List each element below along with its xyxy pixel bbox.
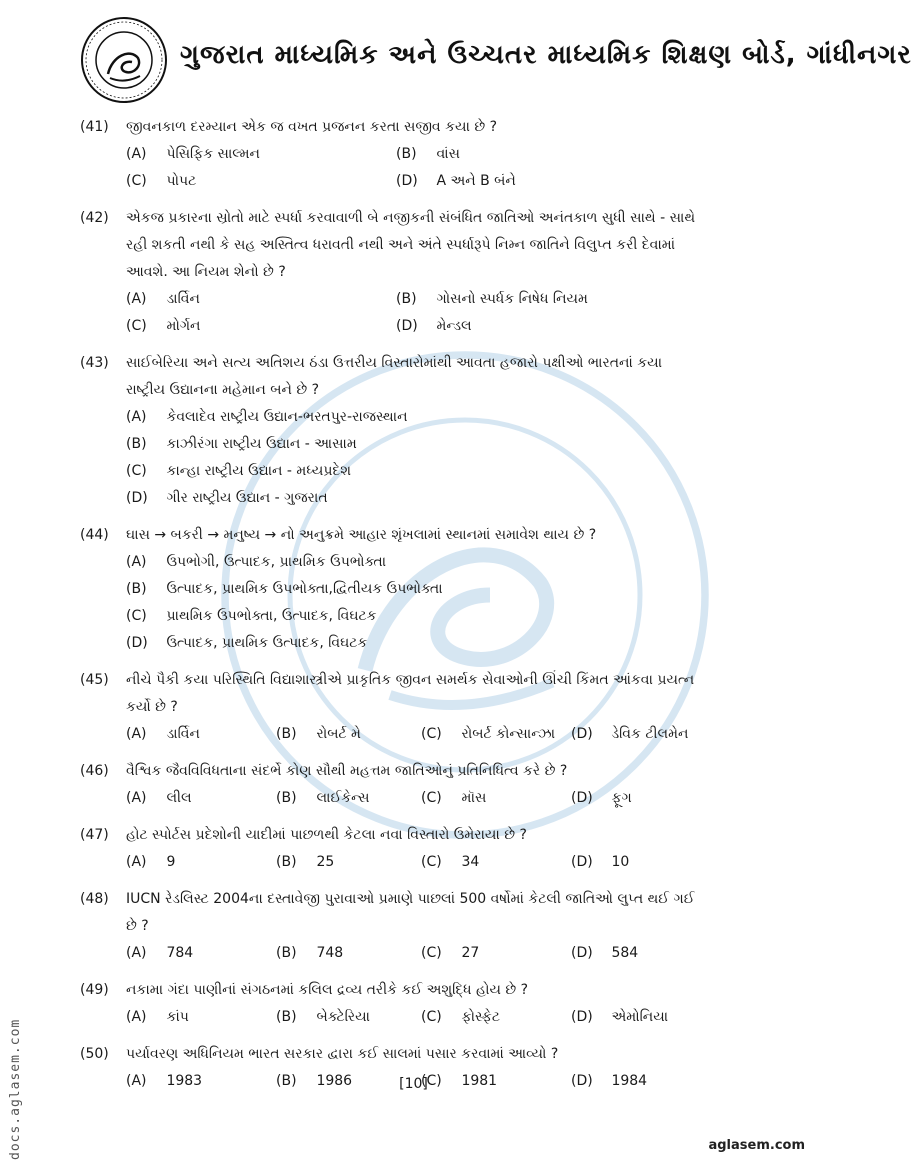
option-label: (A) xyxy=(126,1009,147,1025)
option-label: (B) xyxy=(276,945,297,961)
answer-option xyxy=(126,168,396,195)
answer-option xyxy=(276,940,421,967)
answer-option xyxy=(276,721,421,748)
answer-option xyxy=(126,485,700,512)
question-number: (43) xyxy=(80,355,109,371)
option-label: (A) xyxy=(126,726,147,742)
answer-option xyxy=(571,1004,741,1031)
option-group xyxy=(126,721,700,748)
option-text: મૉસ xyxy=(461,790,487,806)
question-item xyxy=(80,114,700,195)
option-label: (C) xyxy=(421,1009,442,1025)
option-label: (B) xyxy=(276,790,297,806)
option-text: ઉત્પાદક, પ્રાથમિક ઉત્પાદક, વિઘટક xyxy=(166,635,368,651)
answer-option xyxy=(421,721,571,748)
answer-option xyxy=(396,313,666,340)
option-text: ઉત્પાદક, પ્રાથમિક ઉપભોક્તા,દ્વિતીયક ઉપભોક્તા xyxy=(166,581,443,597)
option-text: ડાર્વિન xyxy=(166,291,200,307)
answer-option xyxy=(126,458,700,485)
question-text: સાઈબેરિયા અને સત્ય અતિશય ઠંડા ઉત્તરીય વિસ્તારોમાંથી આવતા હજારો પક્ષીઓ ભારતનાં કયા રાષ્ટ્રીય ઉદ્યાનના મહેમાન બને છે ? xyxy=(126,355,663,398)
answer-option xyxy=(396,168,666,195)
question-item xyxy=(80,522,700,657)
answer-option xyxy=(276,1004,421,1031)
option-text: પોપટ xyxy=(166,173,197,189)
option-label: (A) xyxy=(126,790,147,806)
option-group xyxy=(126,549,700,657)
question-item xyxy=(80,977,700,1031)
question-text: પર્યાવરણ અધિનિયમ ભારત સરકાર દ્વારા કઈ સાલમાં પસાર કરવામાં આવ્યો ? xyxy=(126,1046,559,1062)
option-label: (C) xyxy=(126,173,147,189)
option-text: 9 xyxy=(166,854,176,870)
option-text: કાઝીરંગા રાષ્ટ્રીય ઉદ્યાન - આસામ xyxy=(166,436,357,452)
option-label: (A) xyxy=(126,409,147,425)
answer-option xyxy=(126,141,396,168)
option-label: (B) xyxy=(126,581,147,597)
answer-option xyxy=(571,721,741,748)
option-text: ફૂગ xyxy=(611,790,632,806)
question-number: (44) xyxy=(80,527,109,543)
option-label: (D) xyxy=(571,1073,593,1089)
option-text: મેન્ડલ xyxy=(436,318,472,334)
option-text: ગીર રાષ્ટ્રીય ઉદ્યાન - ગુજરાત xyxy=(166,490,328,506)
option-text: લાઈકેન્સ xyxy=(316,790,370,806)
answer-option xyxy=(276,849,421,876)
question-text: નકામા ગંદા પાણીનાં સંગઠનમાં કલિલ દ્રવ્ય તરીકે કઈ અશુદ્ધિ હોય છે ? xyxy=(126,982,529,998)
option-text: 27 xyxy=(461,945,480,961)
option-group xyxy=(126,849,700,876)
option-label: (C) xyxy=(421,726,442,742)
answer-option xyxy=(126,313,396,340)
option-label: (B) xyxy=(396,291,417,307)
answer-option xyxy=(126,630,700,657)
answer-option xyxy=(126,603,700,630)
option-label: (D) xyxy=(126,635,148,651)
question-number: (46) xyxy=(80,763,109,779)
answer-option xyxy=(126,721,276,748)
option-group xyxy=(126,141,700,195)
answer-option xyxy=(126,940,276,967)
option-label: (D) xyxy=(571,945,593,961)
option-text: રોબર્ટ મે xyxy=(316,726,361,742)
option-label: (D) xyxy=(571,854,593,870)
question-number: (48) xyxy=(80,891,109,907)
answer-option xyxy=(421,849,571,876)
answer-option xyxy=(126,549,700,576)
question-item xyxy=(80,667,700,748)
option-text: 784 xyxy=(166,945,194,961)
option-group xyxy=(126,1004,700,1031)
option-text: કાંપ xyxy=(166,1009,189,1025)
option-text: 10 xyxy=(611,854,630,870)
option-label: (B) xyxy=(276,1073,297,1089)
option-label: (A) xyxy=(126,1073,147,1089)
option-label: (C) xyxy=(421,945,442,961)
option-text: પેસિફિક સાલ્મન xyxy=(166,146,260,162)
answer-option xyxy=(126,1004,276,1031)
option-group xyxy=(126,404,700,512)
option-label: (C) xyxy=(421,1073,442,1089)
question-number: (50) xyxy=(80,1046,109,1062)
option-label: (C) xyxy=(126,463,147,479)
answer-option xyxy=(126,849,276,876)
option-text: ગોસનો સ્પર્ધક નિષેધ નિયમ xyxy=(436,291,588,307)
question-text: હોટ સ્પોર્ટસ પ્રદેશોની યાદીમાં પાછળથી કેટલા નવા વિસ્તારો ઉમેરાયા છે ? xyxy=(126,827,527,843)
option-text: 1986 xyxy=(316,1073,353,1089)
option-label: (C) xyxy=(421,854,442,870)
option-label: (B) xyxy=(276,1009,297,1025)
option-label: (C) xyxy=(421,790,442,806)
page-header xyxy=(80,16,912,106)
answer-option xyxy=(421,940,571,967)
answer-option xyxy=(396,141,666,168)
option-label: (D) xyxy=(126,490,148,506)
answer-option xyxy=(396,286,666,313)
board-title: ગુજરાત માધ્યમિક અને ઉચ્ચતર માધ્યમિક શિક્ષણ બોર્ડ, ગાંધીનગર xyxy=(180,40,912,70)
option-text: ડાર્વિન xyxy=(166,726,200,742)
option-label: (A) xyxy=(126,146,147,162)
option-label: (A) xyxy=(126,945,147,961)
option-label: (C) xyxy=(126,608,147,624)
option-label: (B) xyxy=(396,146,417,162)
option-label: (C) xyxy=(126,318,147,334)
question-number: (49) xyxy=(80,982,109,998)
board-logo xyxy=(80,16,168,104)
question-item xyxy=(80,822,700,876)
question-text: નીચે પૈકી કયા પરિસ્થિતિ વિદ્યાશાસ્ત્રીએ પ્રાકૃતિક જીવન સમર્થક સેવાઓની ઊંચી કિંમત આંકવા પ્રયત્ન કર્યો છે ? xyxy=(126,672,695,715)
option-text: 25 xyxy=(316,854,335,870)
option-label: (D) xyxy=(396,173,418,189)
site-watermark: aglasem.com xyxy=(708,1138,805,1153)
option-text: વાંસ xyxy=(436,146,460,162)
option-label: (A) xyxy=(126,291,147,307)
option-text: મોર્ગન xyxy=(166,318,201,334)
option-text: ફોસ્ફેટ xyxy=(461,1009,501,1025)
answer-option xyxy=(276,785,421,812)
question-number: (47) xyxy=(80,827,109,843)
question-item xyxy=(80,758,700,812)
option-group xyxy=(126,940,700,967)
answer-option xyxy=(571,940,741,967)
option-text: રોબર્ટ કોન્સાન્ઝા xyxy=(461,726,555,742)
option-label: (D) xyxy=(571,1009,593,1025)
option-text: કાન્હા રાષ્ટ્રીય ઉદ્યાન - મધ્યપ્રદેશ xyxy=(166,463,352,479)
option-label: (D) xyxy=(571,726,593,742)
question-list xyxy=(80,114,700,1105)
option-text: એમોનિયા xyxy=(611,1009,669,1025)
option-text: કેવલાદેવ રાષ્ટ્રીય ઉદ્યાન-ભરતપુર-રાજસ્થાન xyxy=(166,409,408,425)
option-text: લીલ xyxy=(166,790,192,806)
option-label: (B) xyxy=(276,726,297,742)
question-number: (41) xyxy=(80,119,109,135)
side-watermark-url: docs.aglasem.com xyxy=(8,1018,23,1160)
option-text: 34 xyxy=(461,854,480,870)
option-label: (B) xyxy=(126,436,147,452)
option-group xyxy=(126,286,700,340)
option-label: (A) xyxy=(126,854,147,870)
question-item xyxy=(80,886,700,967)
option-text: 748 xyxy=(316,945,344,961)
question-item xyxy=(80,350,700,512)
answer-option xyxy=(126,404,700,431)
answer-option xyxy=(421,1004,571,1031)
option-group xyxy=(126,785,700,812)
question-text: IUCN રેડલિસ્ટ 2004ના દસ્તાવેજી પુરાવાઓ પ્રમાણે પાછલાં 500 વર્ષોમાં કેટલી જાતિઓ લુપ્ત થઈ ગઈ છે ? xyxy=(126,891,695,934)
option-text: A અને B બંને xyxy=(436,173,516,189)
question-text: ઘાસ → બકરી → મનુષ્ય → નો અનુક્રમે આહાર શૃંખલામાં સ્થાનમાં સમાવેશ થાય છે ? xyxy=(126,527,597,543)
option-text: 584 xyxy=(611,945,639,961)
question-number: (45) xyxy=(80,672,109,688)
answer-option xyxy=(126,286,396,313)
question-text: જીવનકાળ દરમ્યાન એક જ વખત પ્રજનન કરતા સજીવ કયા છે ? xyxy=(126,119,498,135)
answer-option xyxy=(421,785,571,812)
option-text: 1984 xyxy=(611,1073,648,1089)
option-label: (D) xyxy=(571,790,593,806)
option-label: (B) xyxy=(276,854,297,870)
answer-option xyxy=(126,576,700,603)
option-text: 1983 xyxy=(166,1073,203,1089)
answer-option xyxy=(126,431,700,458)
option-label: (D) xyxy=(396,318,418,334)
question-text: વૈશ્વિક જૈવવિવિધતાના સંદર્ભે કોણ સૌથી મહત્તમ જાતિઓનું પ્રતિનિધિત્વ કરે છે ? xyxy=(126,763,568,779)
answer-option xyxy=(571,785,741,812)
option-text: ડેવિક ટીલમેન xyxy=(611,726,689,742)
question-item xyxy=(80,205,700,340)
option-label: (A) xyxy=(126,554,147,570)
answer-option xyxy=(571,849,741,876)
answer-option xyxy=(126,785,276,812)
page-number: [10] xyxy=(399,1076,428,1092)
option-text: 1981 xyxy=(461,1073,498,1089)
option-text: બેક્ટેરિયા xyxy=(316,1009,370,1025)
option-text: પ્રાથમિક ઉપભોક્તા, ઉત્પાદક, વિઘટક xyxy=(166,608,377,624)
question-number: (42) xyxy=(80,210,109,226)
option-text: ઉપભોગી, ઉત્પાદક, પ્રાથમિક ઉપભોક્તા xyxy=(166,554,387,570)
question-text: એકજ પ્રકારના સ્રોતો માટે સ્પર્ધા કરવાવાળી બે નજીકની સંબંધિત જાતિઓ અનંતકાળ સુધી સાથે - સાથે રહી શકતી નથી કે સહ અસ્તિત્વ ધરાવતી નથી અને અંતે સ્પર્ધારૂપે નિમ્ન જાતિને વિલુપ્ત કરી દેવામાં આવશે. આ નિયમ શેનો છે ? xyxy=(126,210,696,280)
